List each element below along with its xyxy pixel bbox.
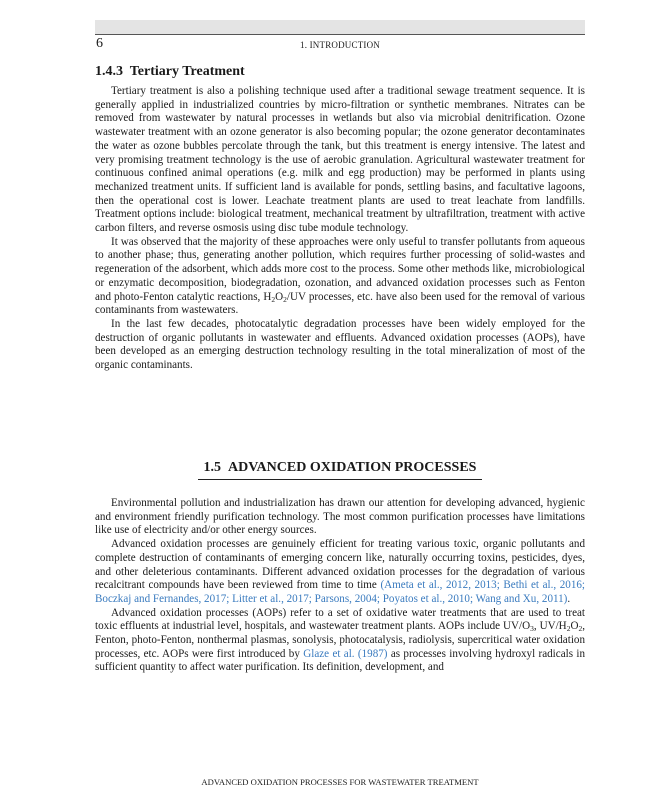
page-footer: ADVANCED OXIDATION PROCESSES FOR WASTEWATER TREATMENT <box>201 777 479 787</box>
paragraph: Advanced oxidation processes (AOPs) refer to a set of oxidative water treatments that are used to treat toxic effluents at industrial level, hospitals, and wastewater treatment plants. AOPs include $UV/O_3$, $UV/H_2O_2$, Fenton, photo-Fenton, nonthermal plasmas, sonolysis, photocatalysis, radiolysis, supercritical water oxidation processes, etc. AOPs were first introduced by Glaze et al. (1987) as processes involving hydroxyl radicals in sufficient quantity to affect water purification. Its definition, development, and <box>95 606 585 674</box>
formula-uv-h2o2: $UV/H_2O_2$ <box>539 620 583 634</box>
citation-link[interactable]: Glaze et al. (1987) <box>303 647 388 660</box>
paragraph: Environmental pollution and industrialization has drawn our attention for developing advanced, hygienic and environment friendly purification technology. The most common purification processes have limitations like use of electricity and/or other energy sources. <box>95 497 585 537</box>
section-1-5-body <box>95 497 585 675</box>
paragraph: Tertiary treatment is also a polishing technique used after a traditional sewage treatment sequence. It is generally applied in industrialized countries by micro-filtration or synthetic membranes. Nitrates can be removed from wastewater by natural processes in wetlands but also via microbial denitrification. Ozone wastewater treatment with an ozone generator is also becoming popular; the ozone generator decontaminates the water as ozone bubbles percolate through the tank, but this treatment is energy intensive. The latest and very promising treatment technology is the use of aerobic granulation. Agricultural wastewater treatment for continuous confined animal operations (e.g. milk and egg production) may be performed in plants using mechanized treatment units. If sufficient land is available for ponds, settling basins, and facultative lagoons, then the operational cost is lower. Leachate treatment plants are used to treat leachate from landfills. Treatment options include: biological treatment, mechanical treatment by ultrafiltration, treatment with active carbon filters, and reverse osmosis using disc tube module technology. <box>95 85 585 235</box>
paragraph: Advanced oxidation processes are genuinely efficient for treating various toxic, organic pollutants and complete destruction of contaminants of emerging concern like, naturally occurring toxins, pesticides, dyes, and other deleterious contaminants. Different advanced oxidation processes for the degradation of various recalcitrant compounds have been reviewed from time to time (Ameta et al., 2012, 2013; Bethi et al., 2016; Boczkaj and Fernandes, 2017; Litter et al., 2017; Parsons, 2004; Poyatos et al., 2010; Wang and Xu, 2011). <box>95 538 585 605</box>
page-number: 6 <box>96 36 103 51</box>
paragraph: It was observed that the majority of these approaches were only useful to transfer pollutants from aqueous to another phase; thus, generating another pollution, which requires further processing of solid-wastes and regeneration of the adsorbent, which adds more cost to the process. Some other methods like, microbiological or enzymatic decomposition, biodegradation, ozonation, and advanced oxidation processes such as Fenton and photo-Fenton catalytic reactions, $H_2O_2/UV$ processes, etc. have also been used for the removal of various contaminants from wastewaters. <box>95 235 585 317</box>
formula-uv-o3: $UV/O_3$ <box>503 620 534 634</box>
paragraph: In the last few decades, photocatalytic degradation processes have been widely employed for the destruction of organic pollutants in wastewater and effluents. Advanced oxidation processes (AOPs), have been developed as an emerging destruction technology resulting in the total mineralization of most of the organic contaminants. <box>95 317 585 372</box>
citation-link[interactable]: (Ameta et al., 2012, 2013; Bethi et al., 2016; Boczkaj and Fernandes, 2017; Litter et al., 2017; Parsons, 2004; Poyatos et al., 2010; Wang and Xu, 2011) <box>95 579 585 605</box>
section-number: 1.4.3 <box>95 64 123 79</box>
header-rule <box>95 34 585 35</box>
section-1-4-3-body <box>95 85 585 373</box>
section-heading-1-4-3 <box>95 64 245 80</box>
formula-h2o2: $H_2O_2$ <box>263 290 287 304</box>
running-header: 1. INTRODUCTION <box>300 40 380 50</box>
section-title: Tertiary Treatment <box>129 64 245 79</box>
header-bar <box>95 20 585 34</box>
section-heading-underlined: 1.5 ADVANCED OXIDATION PROCESSES <box>198 460 483 480</box>
section-heading-1-5 <box>95 460 585 480</box>
